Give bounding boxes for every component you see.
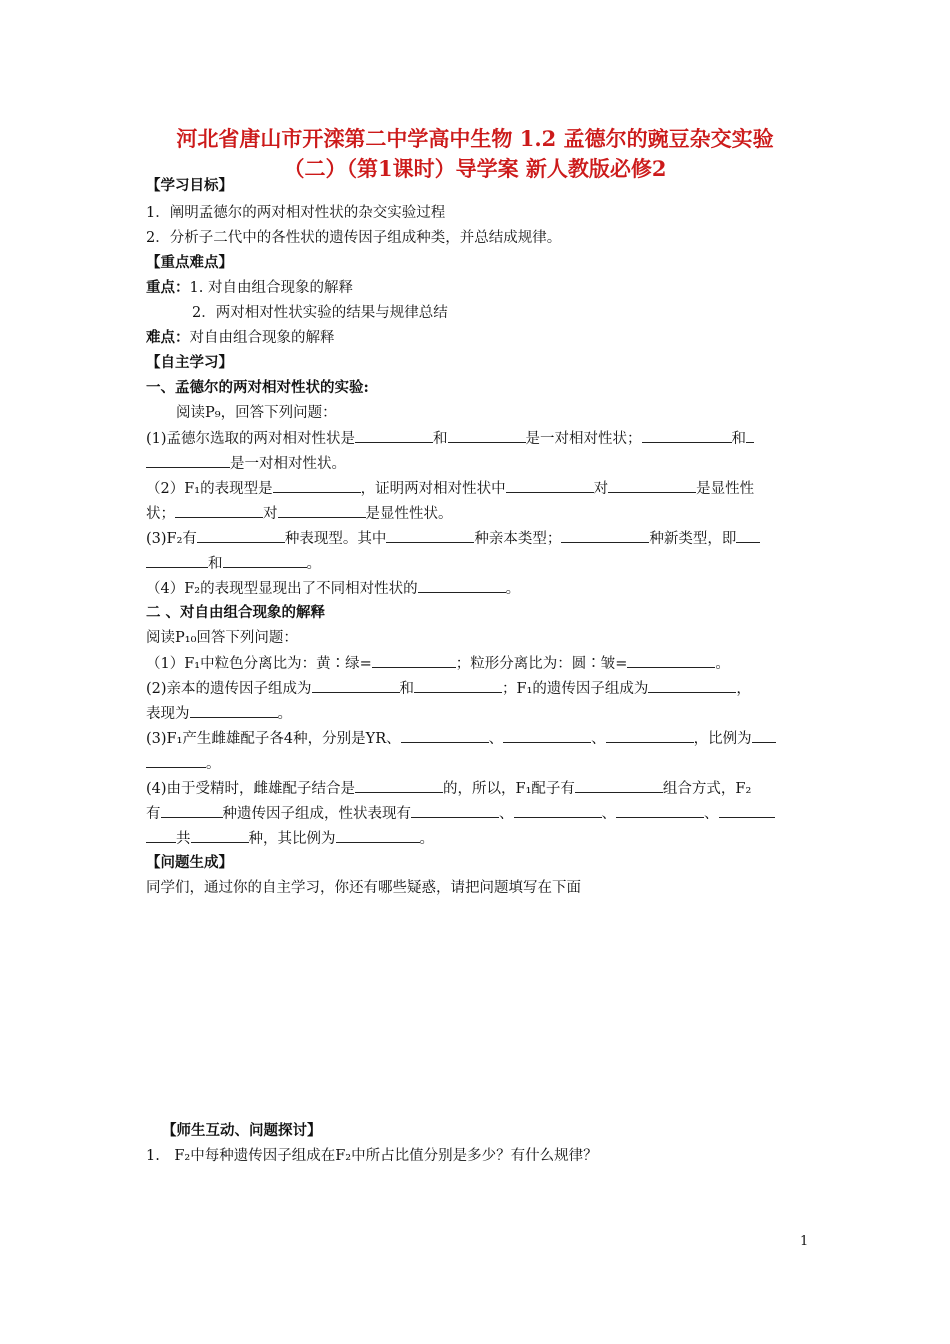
keypoint-1-text: 1. 对自由组合现象的解释 bbox=[189, 280, 353, 296]
keypoint-2: 2．两对相对性状实验的结果与规律总结 bbox=[192, 305, 448, 321]
text: ， bbox=[736, 681, 751, 697]
blank[interactable] bbox=[752, 728, 776, 743]
blank[interactable] bbox=[418, 578, 506, 593]
blank[interactable] bbox=[190, 703, 278, 718]
blank[interactable] bbox=[414, 678, 502, 693]
blank[interactable] bbox=[223, 553, 307, 568]
keypoint-1 bbox=[146, 278, 353, 298]
section-objectives: 【学习目标】 bbox=[146, 177, 233, 194]
text: (3)F₁产生雌雄配子各4种，分别是YR、 bbox=[146, 731, 401, 747]
difficulty-1 bbox=[146, 328, 335, 348]
blank[interactable] bbox=[448, 428, 526, 443]
blank[interactable] bbox=[746, 428, 754, 443]
text: 。 bbox=[715, 656, 730, 672]
text: 种表现型。其中 bbox=[284, 531, 387, 547]
blank[interactable] bbox=[146, 828, 176, 843]
blank[interactable] bbox=[606, 728, 694, 743]
question-4 bbox=[146, 578, 520, 599]
text: ；粒形分离比为：圆∶皱= bbox=[455, 656, 628, 672]
title-line-1: 河北省唐山市开滦第二中学高中生物 1.2 孟德尔的豌豆杂交实验 bbox=[176, 126, 774, 151]
text: 。 bbox=[206, 756, 221, 772]
blank[interactable] bbox=[608, 478, 696, 493]
blank[interactable] bbox=[312, 678, 400, 693]
text: （1）F₁中粒色分离比为：黄∶绿= bbox=[146, 656, 372, 672]
blank[interactable] bbox=[372, 653, 456, 668]
section-problem: 【问题生成】 bbox=[146, 854, 233, 871]
blank[interactable] bbox=[146, 453, 230, 468]
r-question-2-line-2 bbox=[146, 703, 292, 724]
text: 种遗传因子组成，性状表现有 bbox=[222, 806, 411, 822]
part2-intro: 阅读P₁₀回答下列问题： bbox=[146, 630, 298, 646]
r-question-3-line-2 bbox=[146, 753, 221, 774]
text: 状； bbox=[146, 506, 175, 522]
text: (3)F₂有 bbox=[146, 531, 197, 547]
question-3-line-1 bbox=[146, 528, 760, 549]
blank[interactable] bbox=[503, 728, 591, 743]
text: 对 bbox=[263, 506, 278, 522]
r-question-3-line-1 bbox=[146, 728, 776, 749]
blank[interactable] bbox=[719, 803, 775, 818]
text: 是显性性 bbox=[696, 481, 755, 497]
blank[interactable] bbox=[736, 528, 760, 543]
blank[interactable] bbox=[355, 778, 443, 793]
question-2-line-1 bbox=[146, 478, 754, 499]
question-3-line-2 bbox=[146, 553, 321, 574]
text: 是显性性状。 bbox=[365, 506, 453, 522]
text: 是一对相对性状； bbox=[525, 431, 642, 447]
text: ，证明两对相对性状中 bbox=[360, 481, 506, 497]
objective-1: 1．阐明孟德尔的两对相对性状的杂交实验过程 bbox=[146, 205, 446, 221]
text: 的，所以，F₁配子有 bbox=[443, 781, 575, 797]
blank[interactable] bbox=[642, 428, 732, 443]
text: 、 bbox=[591, 731, 606, 747]
text: (2)亲本的遗传因子组成为 bbox=[146, 681, 312, 697]
text: 和 bbox=[433, 431, 448, 447]
text: 对 bbox=[593, 481, 609, 497]
text: 。 bbox=[277, 706, 292, 722]
blank[interactable] bbox=[197, 528, 285, 543]
text: （2）F₁的表现型是 bbox=[146, 481, 273, 497]
blank[interactable] bbox=[191, 828, 249, 843]
text: 。 bbox=[505, 581, 521, 597]
text: 。 bbox=[419, 831, 434, 847]
part1-heading: 一、孟德尔的两对相对性状的实验: bbox=[146, 379, 369, 396]
blank[interactable] bbox=[278, 503, 366, 518]
section-interact: 【师生互动、问题探讨】 bbox=[162, 1122, 322, 1139]
text: 有 bbox=[146, 806, 161, 822]
r-question-4-line-1 bbox=[146, 778, 751, 799]
blank[interactable] bbox=[386, 528, 474, 543]
text: 、 bbox=[488, 731, 504, 747]
blank[interactable] bbox=[146, 753, 206, 768]
text: 和 bbox=[731, 431, 747, 447]
blank[interactable] bbox=[161, 803, 223, 818]
title-line-2: （二）（第1课时）导学案 新人教版必修2 bbox=[283, 156, 667, 181]
blank[interactable] bbox=[648, 678, 736, 693]
text: 、 bbox=[601, 806, 616, 822]
text: 。 bbox=[306, 556, 321, 572]
blank[interactable] bbox=[616, 803, 704, 818]
problem-text: 同学们，通过你的自主学习，你还有哪些疑惑，请把问题填写在下面 bbox=[146, 880, 581, 896]
text: ；F₁的遗传因子组成为 bbox=[502, 681, 649, 697]
text: 共 bbox=[176, 831, 191, 847]
part2-heading: 二 、对自由组合现象的解释 bbox=[146, 604, 326, 621]
blank[interactable] bbox=[575, 778, 663, 793]
part1-intro: 阅读P₉，回答下列问题： bbox=[176, 405, 337, 421]
r-question-2-line-1 bbox=[146, 678, 751, 699]
difficulty-1-text: 对自由组合现象的解释 bbox=[189, 330, 335, 346]
text: 、 bbox=[499, 806, 514, 822]
question-2-line-2 bbox=[146, 503, 453, 524]
keypoint-label: 重点： bbox=[146, 279, 190, 296]
text: (4)由于受精时，雌雄配子结合是 bbox=[146, 781, 356, 797]
question-1-line-2 bbox=[146, 453, 346, 474]
section-keypoints: 【重点难点】 bbox=[146, 254, 233, 271]
blank[interactable] bbox=[273, 478, 361, 493]
text: 种，其比例为 bbox=[248, 831, 336, 847]
blank[interactable] bbox=[355, 428, 433, 443]
text: 和 bbox=[208, 556, 223, 572]
blank[interactable] bbox=[401, 728, 489, 743]
text: 组合方式，F₂ bbox=[662, 781, 752, 797]
blank[interactable] bbox=[146, 553, 208, 568]
text: 种亲本类型； bbox=[474, 531, 562, 547]
blank[interactable] bbox=[411, 803, 499, 818]
blank[interactable] bbox=[506, 478, 594, 493]
difficulty-label: 难点： bbox=[146, 329, 190, 346]
text: 种新类型，即 bbox=[649, 531, 737, 547]
r-question-4-line-2 bbox=[146, 803, 775, 824]
text: 和 bbox=[399, 681, 415, 697]
blank[interactable] bbox=[175, 503, 263, 518]
text: （4）F₂的表现型显现出了不同相对性状的 bbox=[146, 581, 418, 597]
blank[interactable] bbox=[627, 653, 715, 668]
objective-2: 2．分析子二代中的各性状的遗传因子组成种类，并总结成规律。 bbox=[146, 230, 562, 246]
r-question-4-line-3 bbox=[146, 828, 434, 849]
text: 、 bbox=[704, 806, 719, 822]
page-number: 1 bbox=[800, 1234, 809, 1249]
section-self-study: 【自主学习】 bbox=[146, 354, 233, 371]
question-1-line-1 bbox=[146, 428, 754, 449]
text: ，比例为 bbox=[693, 731, 752, 747]
blank[interactable] bbox=[514, 803, 602, 818]
r-question-1 bbox=[146, 653, 730, 674]
blank[interactable] bbox=[561, 528, 649, 543]
blank[interactable] bbox=[336, 828, 420, 843]
interact-question-1: 1. F₂中每种遗传因子组成在F₂中所占比值分别是多少？有什么规律？ bbox=[146, 1148, 598, 1164]
text: (1)孟德尔选取的两对相对性状是 bbox=[146, 431, 356, 447]
text: 表现为 bbox=[146, 706, 190, 722]
text: 是一对相对性状。 bbox=[230, 456, 346, 472]
